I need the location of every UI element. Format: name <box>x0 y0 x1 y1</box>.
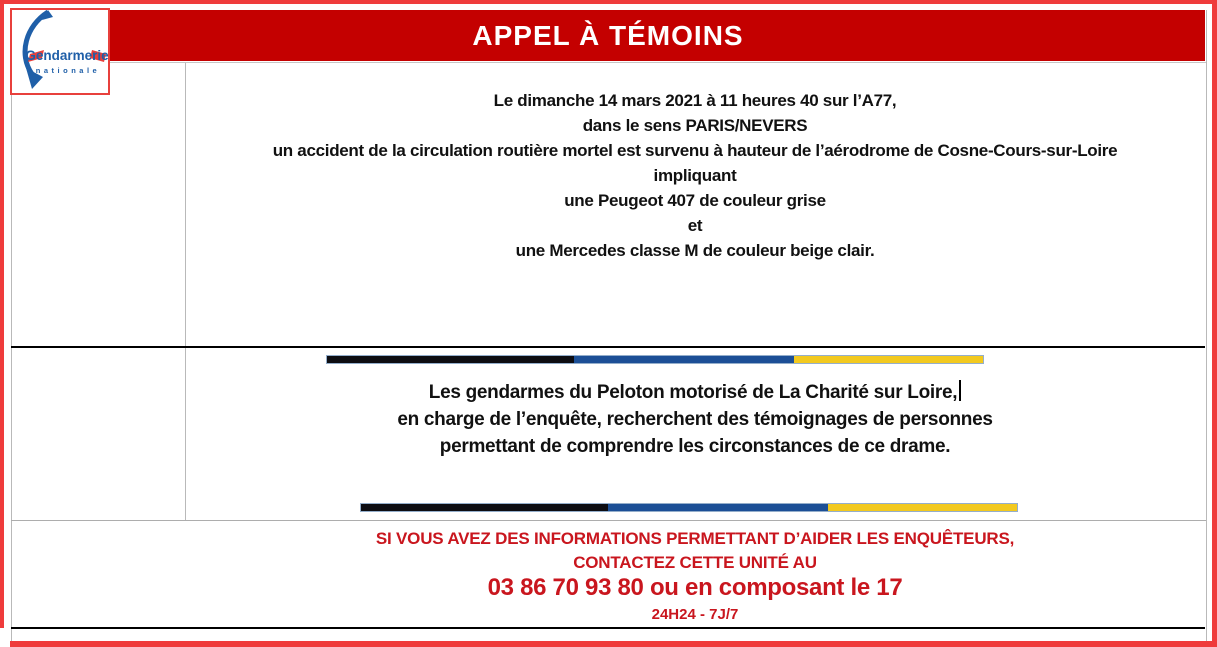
frame-right-border <box>1212 0 1217 647</box>
investigation-line <box>185 379 1205 406</box>
divider-bottom-black <box>11 627 1205 629</box>
divider-lower-gray <box>11 520 1206 521</box>
logo-line1: Gendarmerie <box>25 48 108 63</box>
incident-line: dans le sens PARIS/NEVERS <box>582 116 808 135</box>
divider-middle-black <box>11 346 1205 348</box>
title-banner <box>11 10 1205 61</box>
frame-bottom-bar <box>10 641 1213 647</box>
gendarmerie-logo <box>10 8 110 95</box>
incident-text-block[interactable] <box>185 88 1205 263</box>
flag-blue-segment <box>608 504 828 511</box>
frame-left-border <box>0 0 4 628</box>
investigation-line: en charge de l’enquête, recherchent des témoignages de personnes <box>397 409 993 430</box>
incident-line: une Peugeot 407 de couleur grise <box>564 191 826 210</box>
tricolor-bar-top <box>326 355 984 364</box>
contact-line2: CONTACTEZ CETTE UNITÉ AU <box>573 553 817 572</box>
gendarmerie-swoosh-icon <box>12 10 108 93</box>
incident-line: et <box>687 216 703 235</box>
contact-hours <box>185 606 1205 623</box>
hours-text: 24H24 - 7J/7 <box>651 606 739 623</box>
logo-line2: nationale <box>35 66 101 75</box>
page-title: APPEL À TÉMOINS <box>472 19 744 51</box>
incident-line: un accident de la circulation routière mortel est survenu à hauteur de l’aérodrome de Cosne-Cours-sur-Loire <box>272 141 1118 160</box>
flag-black-segment <box>327 356 574 363</box>
investigation-text-block[interactable] <box>185 379 1205 460</box>
flag-yellow-segment <box>828 504 1017 511</box>
phone-number: 03 86 70 93 80 ou en composant le 17 <box>487 574 903 601</box>
table-right-border <box>1206 10 1207 641</box>
incident-line: une Mercedes classe M de couleur beige clair. <box>515 241 875 260</box>
contact-instructions[interactable] <box>185 527 1205 575</box>
incident-line: Le dimanche 14 mars 2021 à 11 heures 40 sur l’A77, <box>493 91 897 110</box>
incident-line: impliquant <box>653 166 737 185</box>
investigation-line-text: Les gendarmes du Peloton motorisé de La Charité sur Loire, <box>428 382 958 403</box>
frame-top-border <box>0 0 1217 4</box>
contact-line1: SI VOUS AVEZ DES INFORMATIONS PERMETTANT D’AIDER LES ENQUÊTEURS, <box>375 529 1015 548</box>
flag-blue-segment <box>574 356 794 363</box>
tricolor-bar-bottom <box>360 503 1018 512</box>
contact-phone <box>185 574 1205 602</box>
flag-black-segment <box>361 504 608 511</box>
divider-under-banner <box>11 62 1206 63</box>
text-cursor <box>959 380 961 401</box>
investigation-line: permettant de comprendre les circonstances de ce drame. <box>439 436 951 457</box>
table-left-border <box>11 62 12 641</box>
flag-yellow-segment <box>794 356 983 363</box>
